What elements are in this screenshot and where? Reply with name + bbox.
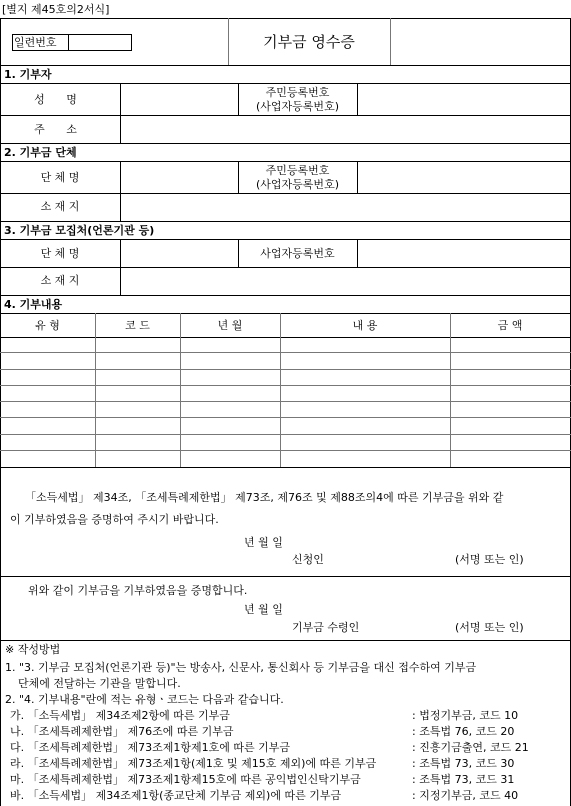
collector-location-label: 소 재 지 [40,274,80,287]
serial-number-label: 일련번호 [14,36,57,49]
receiver-sign-label: (서명 또는 인) [455,621,524,634]
donor-name-label: 성 명 [34,93,86,106]
note-2: 2. "4. 기부내용"란에 적는 유형ㆍ코드는 다음과 같습니다. [5,693,284,706]
note-item-code: : 법정기부금, 코드 10 [412,709,519,722]
col-content: 내 용 [352,319,378,332]
section4-heading: 4. 기부내용 [4,298,63,311]
collector-bizno-label: 사업자등록번호 [260,247,335,260]
page-title: 기부금 영수증 [263,33,355,51]
col-yearmonth: 년 월 [217,319,243,332]
certify-date: 년 월 일 [244,536,283,549]
note-item-text: 마. 「조세특례제한법」 제73조제1항제15호에 따른 공익법인신탁기부금 [10,773,361,786]
collector-name-label: 단 체 명 [40,247,80,260]
note-item-code: : 조특법 73, 코드 31 [412,773,515,786]
donor-id-label-2: (사업자등록번호) [256,100,339,113]
table-row [0,435,571,451]
applicant-label: 신청인 [292,553,324,566]
section1-heading: 1. 기부자 [4,68,52,81]
note-item-text: 나. 「조세특례제한법」 제76조에 따른 기부금 [10,725,234,738]
org-id-label-2: (사업자등록번호) [256,178,339,191]
section3-heading: 3. 기부금 모집처(언론기관 등) [4,224,155,237]
receiver-label: 기부금 수령인 [292,621,360,634]
receipt-line: 위와 같이 기부금을 기부하였음을 증명합니다. [28,584,248,597]
note-item-text: 다. 「조세특례제한법」 제73조제1항제1호에 따른 기부금 [10,741,290,754]
col-amount: 금 액 [497,319,523,332]
note-item-code: : 지정기부금, 코드 40 [412,789,519,802]
table-row [0,353,571,369]
donor-address-label: 주 소 [34,123,86,136]
donor-id-label-1: 주민등록번호 [265,86,330,99]
note-item-code: : 조특법 76, 코드 20 [412,725,515,738]
org-id-label-1: 주민등록번호 [265,164,330,177]
receipt-date: 년 월 일 [244,603,283,616]
table-row [0,386,571,402]
org-location-label: 소 재 지 [40,200,80,213]
table-row [0,402,571,418]
note-1b: 단체에 전달하는 기관을 말합니다. [18,677,181,690]
note-item-text: 라. 「조세특례제한법」 제73조제1항(제1호 및 제15호 제외)에 따른 기부금 [10,757,377,770]
col-type: 유 형 [35,319,60,332]
form-number: [별지 제45호의2서식] [2,3,110,16]
note-item-code: : 조특법 73, 코드 30 [412,757,515,770]
certify-line1: 「소득세법」 제34조, 「조세특례제한법」 제73조, 제76조 및 제88조의4에 따른 기부금을 위와 같 [25,491,504,504]
notes-heading: ※ 작성방법 [5,643,61,656]
note-1a: 1. "3. 기부금 모집처(언론기관 등)"는 방송사, 신문사, 통신회사 등 기부금을 대신 접수하여 기부금 [5,661,477,674]
table-row [0,370,571,386]
section2-heading: 2. 기부금 단체 [4,146,77,159]
col-code: 코 드 [125,319,150,332]
note-item-text: 바. 「소득세법」 제34조제1항(종교단체 기부금 제외)에 따른 기부금 [10,789,342,802]
certify-line2: 이 기부하였음을 증명하여 주시기 바랍니다. [10,513,219,526]
table-row [0,451,571,467]
applicant-sign-label: (서명 또는 인) [455,553,524,566]
table-row [0,418,571,434]
note-item-code: : 진흥기금출연, 코드 21 [412,741,529,754]
note-item-text: 가. 「소득세법」 제34조제2항에 따른 기부금 [10,709,230,722]
org-name-label: 단 체 명 [40,171,80,184]
table-row [0,337,571,353]
